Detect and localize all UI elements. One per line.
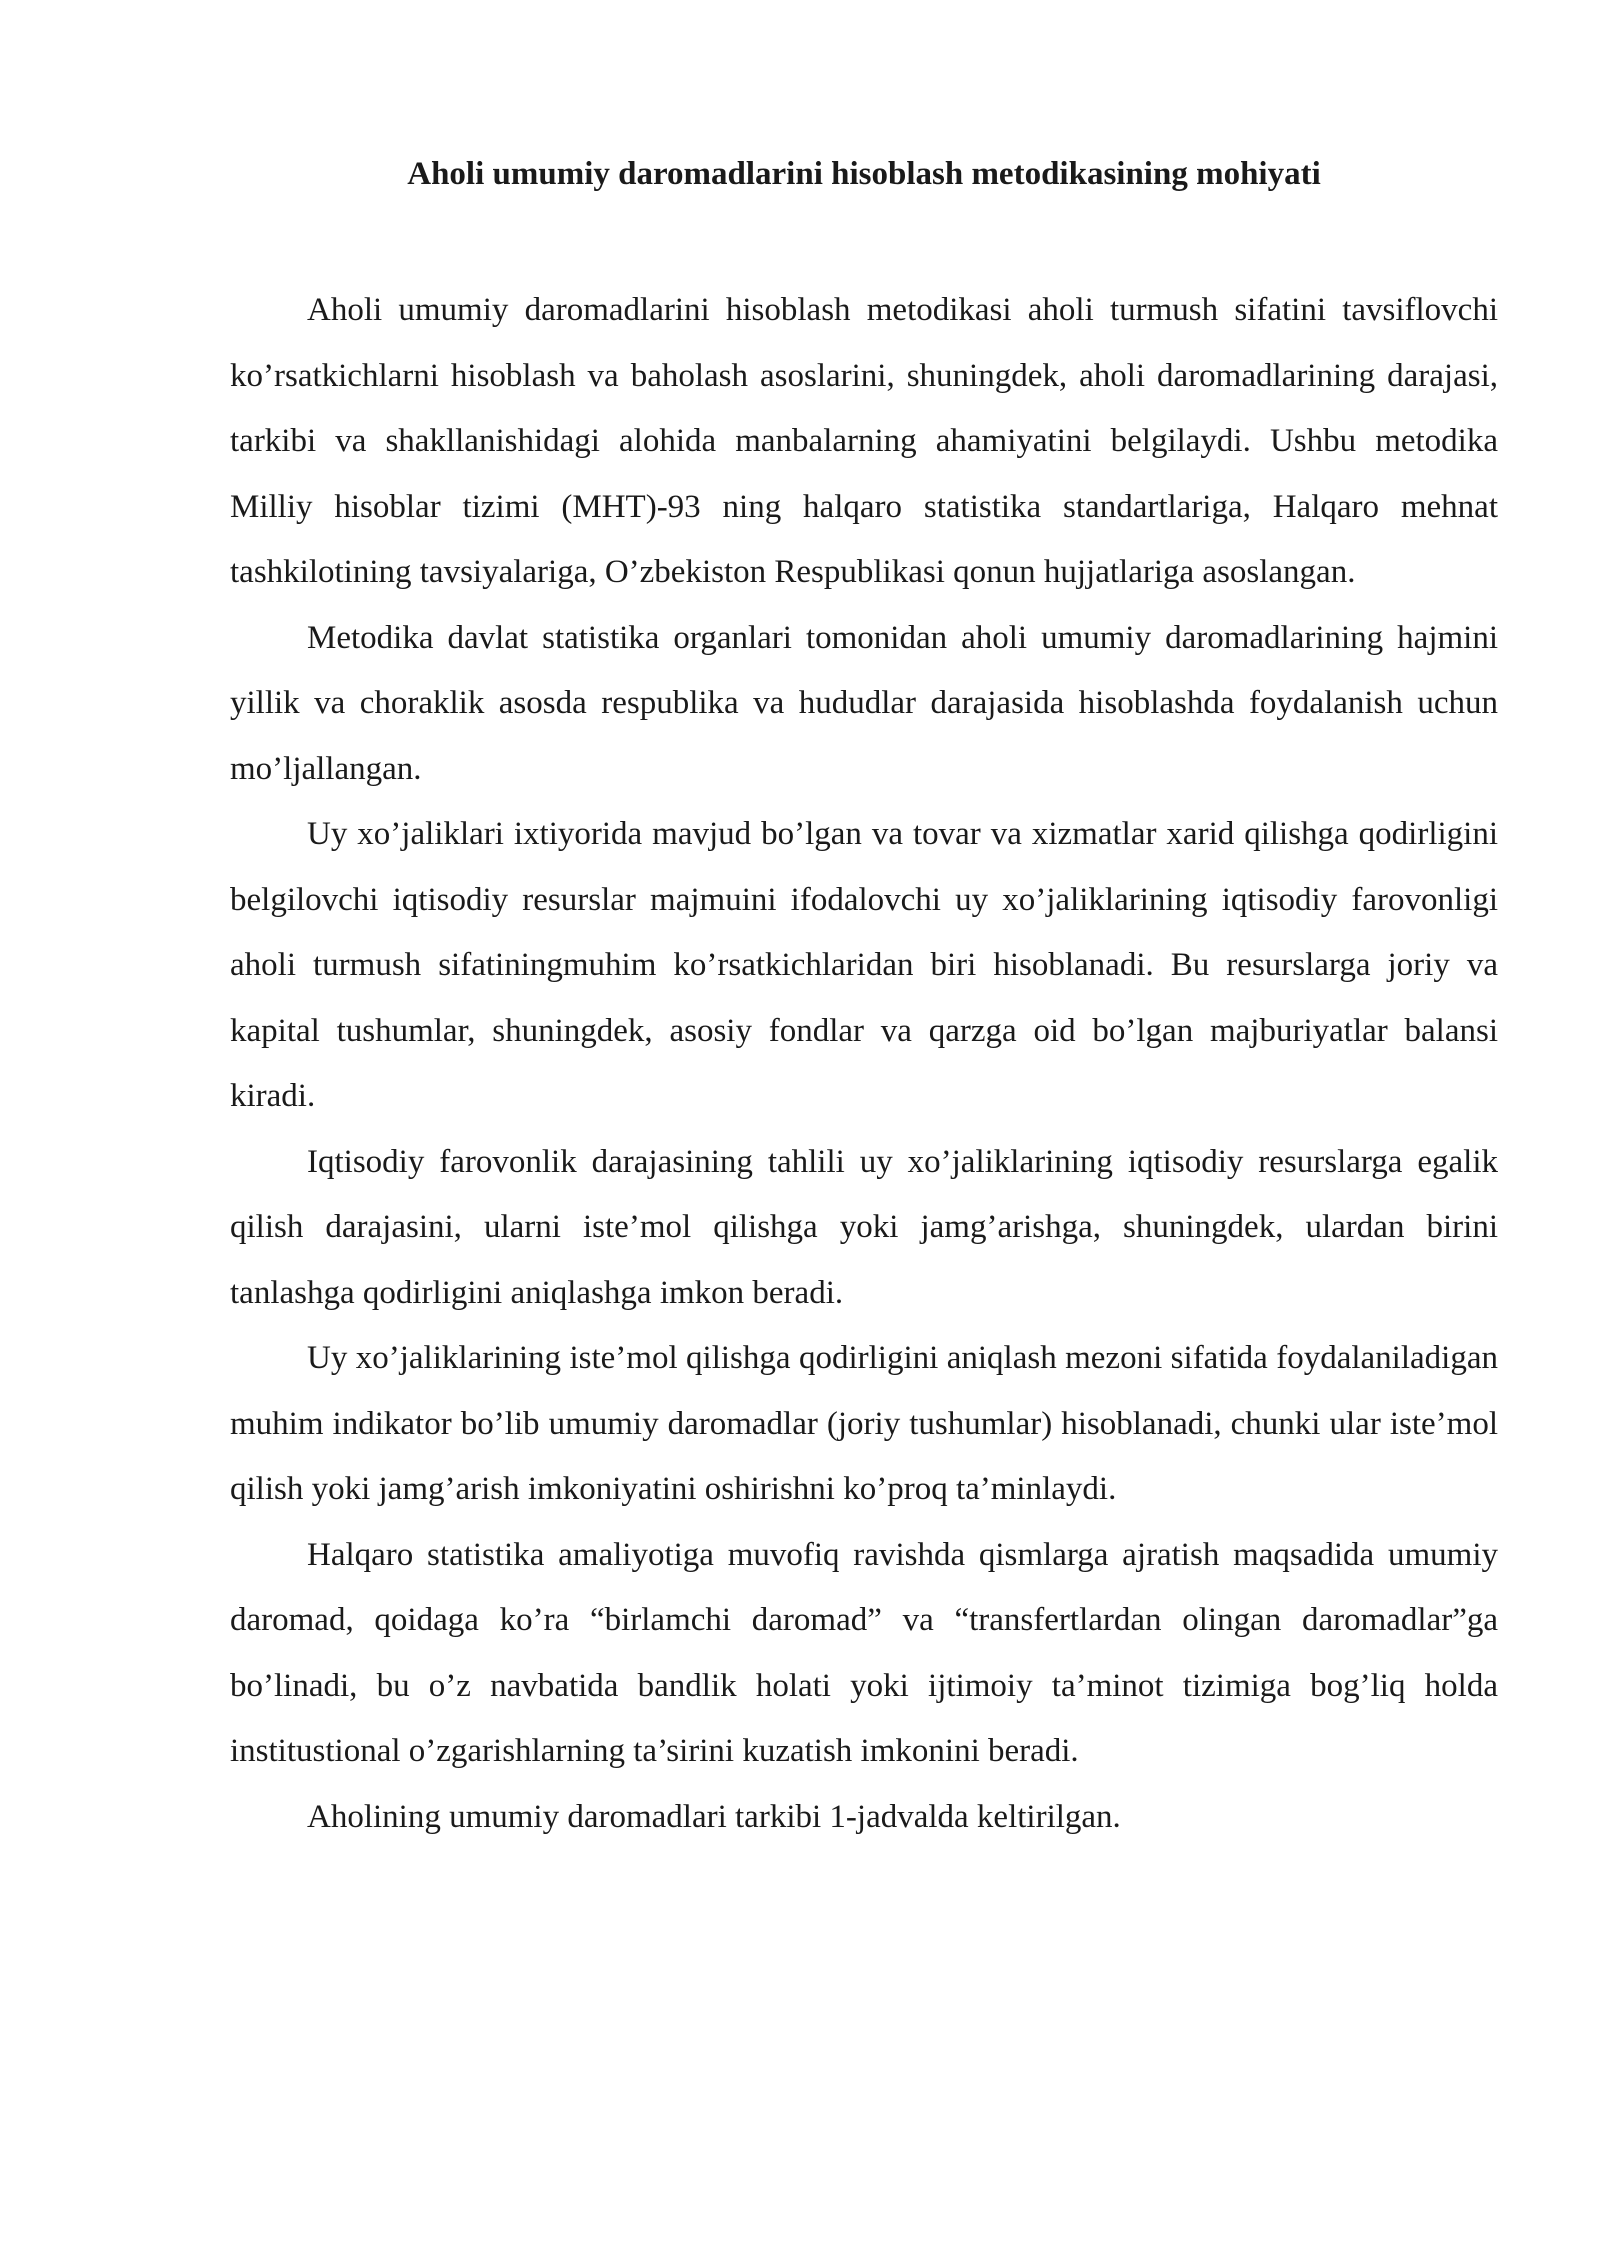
paragraph-7: Aholining umumiy daromadlari tarkibi 1-jadvalda keltirilgan. xyxy=(307,1798,1121,1835)
paragraph-3: Uy xo’jaliklari ixtiyorida mavjud bo’lgan va tovar va xizmatlar xarid qilishga qodirligini belgilovchi iqtisodiy resurslar majmuini ifodalovchi uy xo’jaliklarining iqtisodiy farovonligi aholi turmush sifatiningmuhim ko’rsatkichlaridan biri hisoblanadi. Bu resurslarga joriy va kapital tushumlar, shuningdek, asosiy fondlar va qarzga oid bo’lgan majburiyatlar balansi kiradi. xyxy=(230,816,1498,1114)
paragraph-5: Uy xo’jaliklarining iste’mol qilishga qodirligini aniqlash mezoni sifatida foydalaniladigan muhim indikator bo’lib umumiy daromadlar (joriy tushumlar) hisoblanadi, chunki ular iste’mol qilish yoki jamg’arish imkoniyatini oshirishni ko’proq ta’minlaydi. xyxy=(230,1340,1498,1507)
paragraph-2: Metodika davlat statistika organlari tomonidan aholi umumiy daromadlarining hajmini yillik va choraklik asosda respublika va hududlar darajasida hisoblashda foydalanish uchun mo’ljallangan. xyxy=(230,619,1498,787)
paragraph-6: Halqaro statistika amaliyotiga muvofiq ravishda qismlarga ajratish maqsadida umumiy daromad, qoidaga ko’ra “birlamchi daromad” va “transfertlardan olingan daromadlar”ga bo’linadi, bu o’z navbatida bandlik holati yoki ijtimoiy ta’minot tizimiga bog’liq holda institustional o’zgarishlarning ta’sirini kuzatish imkonini beradi. xyxy=(230,1536,1498,1769)
document-body xyxy=(230,278,1498,1850)
document-title: Aholi umumiy daromadlarini hisoblash metodikasining mohiyati xyxy=(407,156,1321,192)
paragraph-4: Iqtisodiy farovonlik darajasining tahlili uy xo’jaliklarining iqtisodiy resurslarga egalik qilish darajasini, ularni iste’mol qilishga yoki jamg’arishga, shuningdek, ulardan birini tanlashga qodirligini aniqlashga imkon beradi. xyxy=(230,1143,1498,1311)
paragraph-1: Aholi umumiy daromadlarini hisoblash metodikasi aholi turmush sifatini tavsiflovchi ko’rsatkichlarni hisoblash va baholash asoslarini, shuningdek, aholi daromadlarining darajasi, tarkibi va shakllanishidagi alohida manbalarning ahamiyatini belgilaydi. Ushbu metodika Milliy hisoblar tizimi (MHT)-93 ning halqaro statistika standartlariga, Halqaro mehnat tashkilotining tavsiyalariga, O’zbekiston Respublikasi qonun hujjatlariga asoslangan. xyxy=(230,292,1498,590)
